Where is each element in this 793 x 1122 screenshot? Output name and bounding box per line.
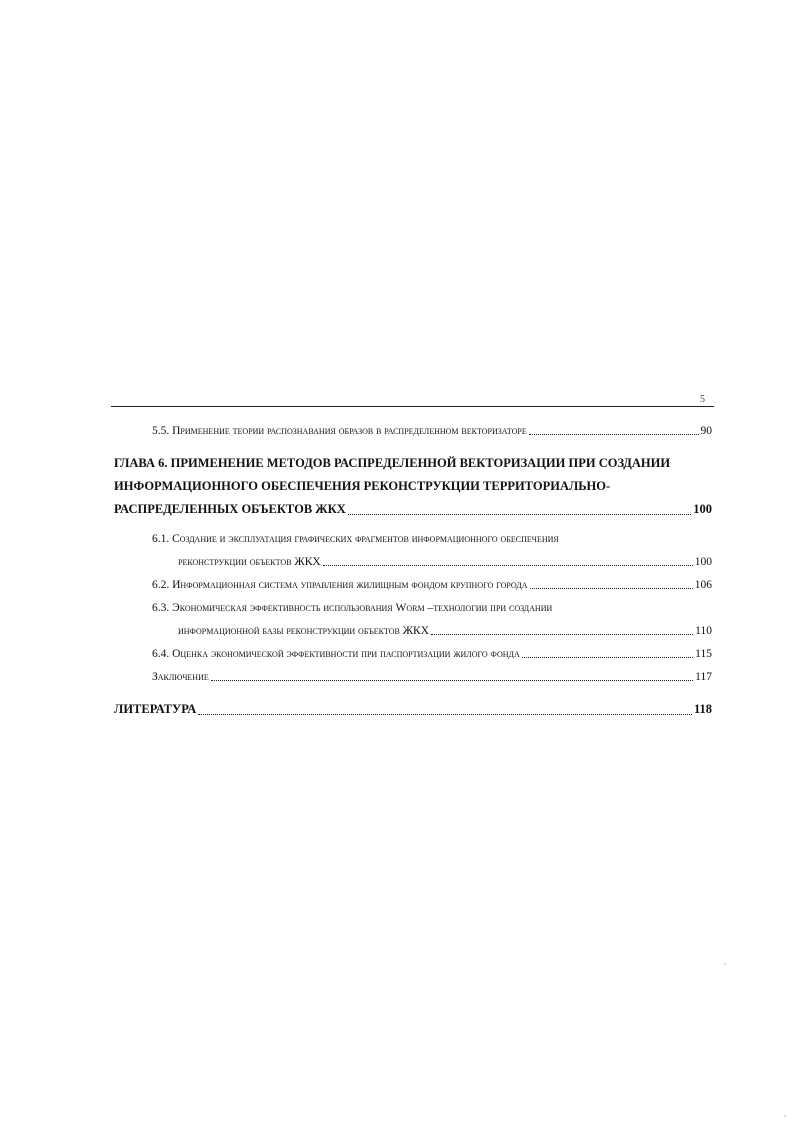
toc-page-number: 100: [693, 502, 712, 516]
toc-chapter-6-line3[interactable]: [114, 502, 712, 517]
dot-leader: [198, 714, 692, 715]
toc-entry-title: 5.5. Применение теории распознавания образов в распределенном векторизаторе: [152, 425, 527, 437]
toc-entry-title: 6.4. Оценка экономической эффективности при паспортизации жилого фонда: [152, 648, 520, 660]
toc-chapter-title: ГЛАВА 6. ПРИМЕНЕНИЕ МЕТОДОВ РАСПРЕДЕЛЕННОЙ ВЕКТОРИЗАЦИИ ПРИ СОЗДАНИИ: [114, 456, 671, 470]
toc-page-number: 100: [694, 556, 712, 568]
dot-leader: [348, 514, 692, 515]
toc-page-number: 115: [695, 648, 712, 660]
dot-leader: [211, 680, 693, 681]
scan-speck: [724, 963, 726, 965]
toc-chapter-6-line2: [114, 479, 712, 494]
toc-page-number: 118: [693, 702, 712, 716]
toc-entry-title: 6.2. Информационная система управления жилищным фондом крупного города: [152, 579, 528, 591]
page-number: 5: [700, 394, 705, 405]
toc-entry-6-3-line2[interactable]: [178, 625, 712, 637]
toc-entry-title: ЛИТЕРАТУРА: [114, 702, 197, 716]
scan-speck: [784, 1115, 786, 1117]
toc-entry-title: 6.3. Экономическая эффективность использования Worm –технологии при создании: [152, 602, 553, 614]
toc-entry-5-5[interactable]: [152, 425, 712, 437]
header-rule: [111, 406, 714, 407]
toc-page-number: 110: [695, 625, 712, 637]
dot-leader: [431, 634, 693, 635]
toc-entry-literature[interactable]: [114, 702, 712, 717]
toc-entry-title: 6.1. Создание и эксплуатация графических фрагментов информационного обеспечения: [152, 533, 559, 545]
dot-leader: [530, 588, 693, 589]
toc-page-number: 106: [694, 579, 712, 591]
toc-entry-6-4[interactable]: [152, 648, 712, 660]
toc-entry-6-1-line1[interactable]: [152, 533, 712, 545]
toc-chapter-6-line1[interactable]: [114, 456, 712, 471]
toc-page-number: 117: [695, 671, 712, 683]
toc-entry-title: информационной базы реконструкции объектов ЖКХ: [178, 625, 430, 637]
toc-entry-6-1-line2[interactable]: [178, 556, 712, 568]
dot-leader: [323, 565, 693, 566]
toc-entry-title: Заключение: [152, 671, 209, 683]
toc-entry-6-2[interactable]: [152, 579, 712, 591]
dot-leader: [522, 657, 693, 658]
toc-entry-6-3-line1[interactable]: [152, 602, 712, 614]
dot-leader: [529, 434, 699, 435]
toc-chapter-title: РАСПРЕДЕЛЕННЫХ ОБЪЕКТОВ ЖКХ: [114, 502, 346, 516]
toc-page-number: 90: [700, 425, 712, 437]
toc-chapter-title: ИНФОРМАЦИОННОГО ОБЕСПЕЧЕНИЯ РЕКОНСТРУКЦИИ ТЕРРИТОРИАЛЬНО-: [114, 479, 611, 493]
toc-entry-conclusion[interactable]: [152, 671, 712, 683]
toc-entry-title: реконструкции объектов ЖКХ: [178, 556, 321, 568]
